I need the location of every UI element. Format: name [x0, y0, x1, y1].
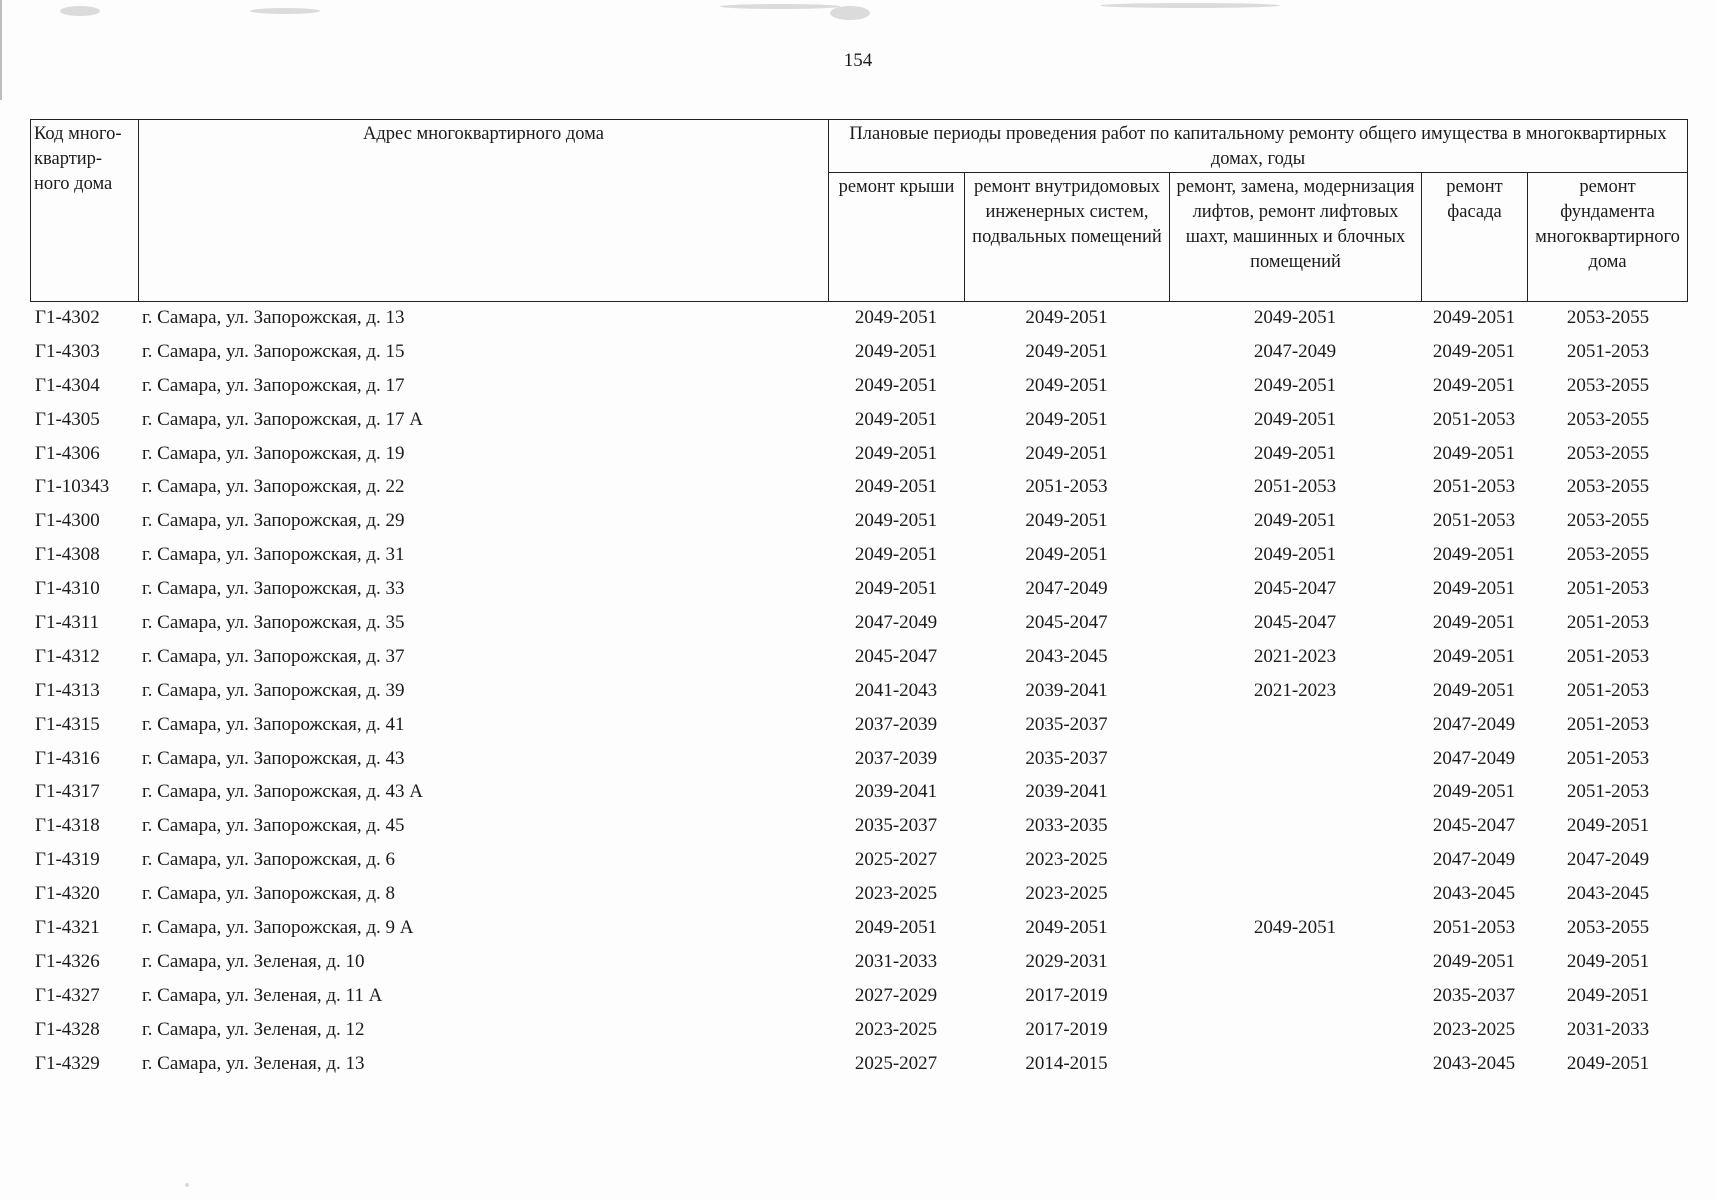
cell-roof: 2049-2051	[854, 510, 938, 532]
cell-address: г. Самара, ул. Запорожская, д. 9 А	[142, 917, 414, 939]
cell-roof: 2049-2051	[854, 307, 938, 328]
cell-facade: 2051-2053	[1432, 510, 1516, 532]
cell-facade: 2049-2051	[1432, 645, 1516, 667]
cell-roof: 2037-2039	[854, 747, 938, 769]
cell-engineering: 2039-2041	[1025, 781, 1108, 803]
table-body	[30, 304, 1687, 1083]
table-row	[30, 643, 1687, 677]
table-row	[30, 304, 1687, 338]
cell-code: Г1-4300	[35, 510, 100, 532]
header-facade: ремонт фасада	[1422, 173, 1528, 302]
cell-address: г. Самара, ул. Запорожская, д. 17 А	[142, 408, 424, 430]
table-row	[30, 1050, 1687, 1084]
scan-speck	[1100, 3, 1280, 8]
cell-address: г. Самара, ул. Запорожская, д. 29	[142, 510, 405, 532]
cell-engineering: 2039-2041	[1025, 679, 1108, 701]
cell-roof: 2025-2027	[854, 1052, 938, 1074]
scan-speck	[830, 6, 870, 20]
header-lifts: ремонт, замена, модернизация лифтов, ремонт лифтовых шахт, машинных и блочных помещений	[1170, 173, 1422, 302]
cell-engineering: 2049-2051	[1025, 510, 1108, 532]
cell-foundation: 2051-2053	[1566, 612, 1650, 634]
table-row	[30, 778, 1687, 812]
cell-roof: 2047-2049	[854, 612, 938, 634]
cell-engineering: 2045-2047	[1025, 612, 1108, 634]
cell-lifts: 2021-2023	[1253, 679, 1337, 701]
cell-address: г. Самара, ул. Запорожская, д. 15	[142, 340, 405, 362]
cell-address: г. Самара, ул. Запорожская, д. 45	[142, 815, 405, 837]
cell-address: г. Самара, ул. Запорожская, д. 43	[142, 747, 405, 769]
cell-lifts: 2051-2053	[1253, 476, 1337, 498]
cell-roof: 2041-2043	[854, 679, 938, 701]
cell-roof: 2049-2051	[854, 408, 938, 430]
cell-code: Г1-4305	[35, 408, 100, 430]
cell-facade: 2051-2053	[1432, 408, 1516, 430]
table-row	[30, 473, 1687, 507]
cell-code: Г1-4321	[35, 917, 100, 939]
cell-foundation: 2051-2053	[1566, 645, 1650, 667]
cell-address: г. Самара, ул. Запорожская, д. 6	[142, 849, 396, 871]
cell-code: Г1-4315	[35, 713, 100, 735]
cell-engineering: 2029-2031	[1025, 950, 1108, 972]
cell-code: Г1-4319	[35, 849, 100, 871]
cell-roof: 2035-2037	[854, 815, 938, 837]
cell-facade: 2047-2049	[1432, 713, 1516, 735]
cell-lifts: 2049-2051	[1253, 442, 1337, 464]
cell-foundation: 2051-2053	[1566, 679, 1650, 701]
header-address: Адрес многоквартирного дома	[139, 120, 829, 302]
cell-facade: 2047-2049	[1432, 747, 1516, 769]
cell-engineering: 2023-2025	[1025, 849, 1108, 871]
cell-foundation: 2049-2051	[1566, 1052, 1650, 1074]
cell-code: Г1-4326	[35, 950, 100, 972]
cell-roof: 2037-2039	[854, 713, 938, 735]
cell-foundation: 2053-2055	[1566, 408, 1650, 430]
cell-roof: 2027-2029	[854, 984, 938, 1006]
cell-code: Г1-4317	[35, 781, 100, 803]
cell-foundation: 2031-2033	[1566, 1018, 1650, 1040]
cell-address: г. Самара, ул. Запорожская, д. 39	[142, 679, 405, 701]
cell-facade: 2047-2049	[1432, 849, 1516, 871]
cell-address: г. Самара, ул. Зеленая, д. 13	[142, 1052, 365, 1074]
cell-foundation: 2049-2051	[1566, 950, 1650, 972]
cell-foundation: 2053-2055	[1566, 307, 1650, 328]
cell-facade: 2045-2047	[1432, 815, 1516, 837]
cell-address: г. Самара, ул. Запорожская, д. 35	[142, 612, 405, 634]
cell-engineering: 2049-2051	[1025, 544, 1108, 566]
cell-lifts: 2049-2051	[1253, 374, 1337, 396]
cell-lifts: 2049-2051	[1253, 917, 1337, 939]
cell-roof: 2025-2027	[854, 849, 938, 871]
cell-foundation: 2051-2053	[1566, 713, 1650, 735]
table-row	[30, 338, 1687, 372]
cell-code: Г1-4311	[35, 612, 100, 634]
table-row	[30, 914, 1687, 948]
cell-foundation: 2053-2055	[1566, 544, 1650, 566]
cell-foundation: 2053-2055	[1566, 510, 1650, 532]
cell-engineering: 2043-2045	[1025, 645, 1108, 667]
table-row	[30, 948, 1687, 982]
cell-facade: 2043-2045	[1432, 1052, 1516, 1074]
cell-engineering: 2033-2035	[1025, 815, 1108, 837]
cell-address: г. Самара, ул. Зеленая, д. 11 А	[142, 984, 383, 1006]
cell-roof: 2049-2051	[854, 917, 938, 939]
cell-engineering: 2017-2019	[1025, 1018, 1108, 1040]
cell-facade: 2049-2051	[1432, 307, 1516, 328]
cell-engineering: 2035-2037	[1025, 713, 1108, 735]
cell-facade: 2051-2053	[1432, 476, 1516, 498]
cell-engineering: 2017-2019	[1025, 984, 1108, 1006]
cell-engineering: 2047-2049	[1025, 578, 1108, 600]
cell-lifts: 2045-2047	[1253, 578, 1337, 600]
cell-lifts: 2049-2051	[1253, 307, 1337, 328]
cell-address: г. Самара, ул. Запорожская, д. 17	[142, 374, 405, 396]
cell-engineering: 2035-2037	[1025, 747, 1108, 769]
cell-engineering: 2049-2051	[1025, 917, 1108, 939]
cell-engineering: 2049-2051	[1025, 307, 1108, 328]
cell-facade: 2049-2051	[1432, 578, 1516, 600]
cell-facade: 2049-2051	[1432, 340, 1516, 362]
scan-speck	[60, 6, 100, 16]
cell-code: Г1-4312	[35, 645, 100, 667]
cell-code: Г1-4306	[35, 442, 100, 464]
cell-facade: 2049-2051	[1432, 374, 1516, 396]
cell-roof: 2049-2051	[854, 340, 938, 362]
cell-code: Г1-4316	[35, 747, 100, 769]
cell-address: г. Самара, ул. Запорожская, д. 31	[142, 544, 405, 566]
cell-address: г. Самара, ул. Запорожская, д. 8	[142, 883, 396, 905]
cell-engineering: 2014-2015	[1025, 1052, 1108, 1074]
header-code: Код много-квартир-ного дома	[31, 120, 139, 302]
table-row	[30, 609, 1687, 643]
cell-engineering: 2049-2051	[1025, 374, 1108, 396]
table-row	[30, 846, 1687, 880]
table-row	[30, 372, 1687, 406]
cell-roof: 2031-2033	[854, 950, 938, 972]
cell-roof: 2049-2051	[854, 374, 938, 396]
cell-facade: 2049-2051	[1432, 679, 1516, 701]
cell-roof: 2045-2047	[854, 645, 938, 667]
cell-code: Г1-4303	[35, 340, 100, 362]
cell-foundation: 2051-2053	[1566, 340, 1650, 362]
cell-foundation: 2043-2045	[1566, 883, 1650, 905]
cell-foundation: 2051-2053	[1566, 781, 1650, 803]
header-periods-group: Плановые периоды проведения работ по капитальному ремонту общего имущества в многоквартирных домах, годы	[829, 120, 1688, 173]
cell-engineering: 2049-2051	[1025, 340, 1108, 362]
table-row	[30, 507, 1687, 541]
cell-foundation: 2053-2055	[1566, 374, 1650, 396]
cell-facade: 2035-2037	[1432, 984, 1516, 1006]
cell-address: г. Самара, ул. Запорожская, д. 19	[142, 442, 405, 464]
cell-address: г. Самара, ул. Запорожская, д. 33	[142, 578, 405, 600]
cell-facade: 2043-2045	[1432, 883, 1516, 905]
cell-roof: 2049-2051	[854, 544, 938, 566]
cell-foundation: 2047-2049	[1566, 849, 1650, 871]
scan-speck	[720, 4, 840, 9]
cell-code: Г1-4313	[35, 679, 100, 701]
cell-lifts: 2049-2051	[1253, 510, 1337, 532]
cell-lifts: 2049-2051	[1253, 544, 1337, 566]
cell-facade: 2049-2051	[1432, 544, 1516, 566]
table-row	[30, 711, 1687, 745]
table-row	[30, 575, 1687, 609]
cell-address: г. Самара, ул. Запорожская, д. 43 А	[142, 781, 424, 803]
cell-roof: 2049-2051	[854, 476, 938, 498]
cell-roof: 2049-2051	[854, 578, 938, 600]
cell-foundation: 2051-2053	[1566, 578, 1650, 600]
cell-facade: 2049-2051	[1432, 950, 1516, 972]
cell-foundation: 2053-2055	[1566, 442, 1650, 464]
cell-roof: 2023-2025	[854, 1018, 938, 1040]
cell-facade: 2051-2053	[1432, 917, 1516, 939]
cell-code: Г1-4328	[35, 1018, 100, 1040]
cell-code: Г1-4304	[35, 374, 100, 396]
cell-code: Г1-4320	[35, 883, 100, 905]
page-number: 154	[843, 50, 873, 71]
cell-code: Г1-4318	[35, 815, 100, 837]
table-row	[30, 677, 1687, 711]
cell-code: Г1-4327	[35, 984, 100, 1006]
table-row	[30, 812, 1687, 846]
header-roof: ремонт крыши	[829, 173, 965, 302]
table-row	[30, 745, 1687, 779]
cell-foundation: 2053-2055	[1566, 917, 1650, 939]
cell-facade: 2049-2051	[1432, 442, 1516, 464]
cell-address: г. Самара, ул. Запорожская, д. 41	[142, 713, 405, 735]
table-row	[30, 406, 1687, 440]
header-foundation: ремонт фундамента многоквартирного дома	[1528, 173, 1688, 302]
cell-foundation: 2049-2051	[1566, 815, 1650, 837]
cell-roof: 2039-2041	[854, 781, 938, 803]
cell-facade: 2049-2051	[1432, 781, 1516, 803]
cell-foundation: 2051-2053	[1566, 747, 1650, 769]
cell-engineering: 2051-2053	[1025, 476, 1108, 498]
cell-engineering: 2023-2025	[1025, 883, 1108, 905]
cell-code: Г1-4302	[35, 307, 100, 328]
header-engineering: ремонт внутридомовых инженерных систем, подвальных помещений	[965, 173, 1170, 302]
cell-code: Г1-10343	[35, 476, 110, 498]
cell-facade: 2023-2025	[1432, 1018, 1516, 1040]
cell-lifts: 2021-2023	[1253, 645, 1337, 667]
cell-roof: 2023-2025	[854, 883, 938, 905]
cell-lifts: 2049-2051	[1253, 408, 1337, 430]
cell-engineering: 2049-2051	[1025, 408, 1108, 430]
cell-code: Г1-4329	[35, 1052, 100, 1074]
scan-speck	[185, 1183, 189, 1187]
cell-code: Г1-4310	[35, 578, 100, 600]
cell-lifts: 2045-2047	[1253, 612, 1337, 634]
cell-facade: 2049-2051	[1432, 612, 1516, 634]
table-row	[30, 541, 1687, 575]
table-row	[30, 1016, 1687, 1050]
cell-engineering: 2049-2051	[1025, 442, 1108, 464]
cell-code: Г1-4308	[35, 544, 100, 566]
table-row	[30, 982, 1687, 1016]
cell-roof: 2049-2051	[854, 442, 938, 464]
cell-address: г. Самара, ул. Зеленая, д. 12	[142, 1018, 365, 1040]
table-row	[30, 440, 1687, 474]
cell-address: г. Самара, ул. Запорожская, д. 22	[142, 476, 405, 498]
table-header	[30, 119, 1688, 302]
cell-foundation: 2053-2055	[1566, 476, 1650, 498]
table-row	[30, 880, 1687, 914]
cell-foundation: 2049-2051	[1566, 984, 1650, 1006]
cell-address: г. Самара, ул. Запорожская, д. 37	[142, 645, 405, 667]
cell-address: г. Самара, ул. Зеленая, д. 10	[142, 950, 365, 972]
scan-speck	[250, 8, 320, 14]
cell-lifts: 2047-2049	[1253, 340, 1337, 362]
cell-address: г. Самара, ул. Запорожская, д. 13	[142, 307, 405, 328]
